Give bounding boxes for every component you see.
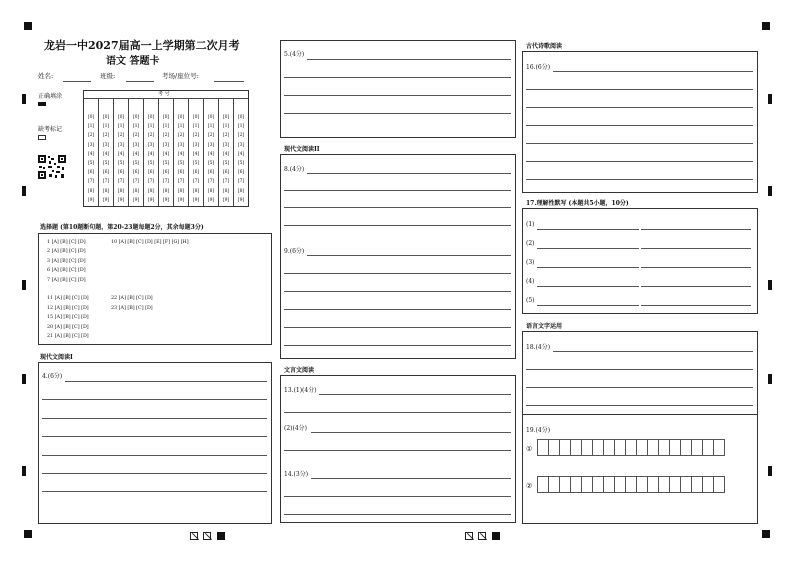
exam-digit-bubble[interactable]: [3] — [192, 142, 200, 148]
choice-row[interactable]: 20 [A] [B] [C] [D] — [47, 324, 89, 330]
exam-digit-bubble[interactable]: [4] — [177, 151, 185, 157]
choice-row[interactable] — [111, 247, 189, 256]
exam-digit-bubble[interactable]: [5] — [237, 161, 245, 167]
exam-digit-bubble[interactable]: [7] — [222, 179, 230, 185]
exam-digit-bubble[interactable]: [7] — [102, 179, 110, 185]
exam-digit-bubble[interactable]: [9] — [147, 197, 155, 203]
exam-digit-bubble[interactable]: [6] — [117, 170, 125, 176]
answer-line[interactable] — [526, 89, 753, 90]
answer-line[interactable] — [284, 327, 511, 328]
language-title: 语言文字运用 — [526, 323, 563, 330]
exam-digit-bubble[interactable]: [1] — [102, 124, 110, 130]
exam-digit-bubble[interactable]: [6] — [177, 170, 185, 176]
page-mark-solid — [492, 532, 500, 540]
choice-row[interactable]: 11 [A] [B] [C] [D] — [47, 296, 89, 302]
q17-box — [522, 208, 758, 314]
timing-mark — [22, 374, 26, 384]
exam-digit-bubble[interactable]: [8] — [207, 188, 215, 194]
choice-row[interactable]: 22 [A] [B] [C] [D] — [111, 296, 153, 302]
exam-digit-bubble[interactable]: [2] — [162, 133, 170, 139]
page-title: 龙岩一中2027届高一上学期第二次月考 — [44, 39, 240, 52]
exam-digit-bubble[interactable]: [0] — [132, 115, 140, 120]
exam-digit-bubble[interactable]: [1] — [222, 124, 230, 130]
exam-digit-bubble[interactable]: [6] — [207, 170, 215, 176]
exam-digit-bubble[interactable]: [7] — [87, 179, 95, 185]
answer-line[interactable] — [319, 394, 511, 395]
exam-digit-bubble[interactable]: [0] — [222, 115, 230, 120]
classical-box — [280, 375, 516, 523]
q13-label: 13.(1)(4分) — [284, 387, 317, 394]
answer-line[interactable] — [553, 351, 753, 352]
fill-example-mark — [38, 102, 46, 106]
exam-digit-bubble[interactable]: [0] — [237, 115, 245, 120]
answer-line[interactable] — [307, 173, 511, 174]
timing-mark — [22, 186, 26, 196]
timing-mark — [768, 186, 772, 196]
exam-digit-bubble[interactable]: [5] — [192, 161, 200, 167]
choice-row[interactable] — [111, 276, 189, 285]
exam-number-column[interactable] — [84, 99, 99, 206]
exam-digit-bubble[interactable]: [1] — [207, 124, 215, 130]
exam-digit-bubble[interactable]: [2] — [222, 133, 230, 139]
answer-line[interactable] — [641, 305, 751, 306]
answer-line[interactable] — [284, 496, 511, 497]
exam-digit-bubble[interactable]: [3] — [102, 142, 110, 148]
exam-digit-bubble[interactable]: [2] — [237, 133, 245, 139]
exam-digit-bubble[interactable]: [4] — [102, 151, 110, 157]
timing-mark — [768, 374, 772, 384]
exam-digit-bubble[interactable]: [8] — [192, 188, 200, 194]
q5-box — [280, 40, 516, 138]
exam-digit-bubble[interactable]: [8] — [132, 188, 140, 194]
timing-mark — [768, 466, 772, 476]
fill-example-label: 正确填涂 — [38, 93, 63, 100]
exam-digit-bubble[interactable]: [5] — [117, 161, 125, 167]
exam-digit-bubble[interactable]: [9] — [192, 197, 200, 203]
choice-row[interactable] — [111, 323, 189, 332]
timing-mark — [22, 280, 26, 290]
answer-line[interactable] — [284, 95, 511, 96]
exam-digit-bubble[interactable]: [5] — [102, 161, 110, 167]
answer-line[interactable] — [641, 267, 751, 268]
choice-row[interactable]: 2 [A] [B] [C] [D] — [47, 249, 86, 255]
answer-line[interactable] — [42, 418, 267, 419]
exam-digit-bubble[interactable]: [9] — [132, 197, 140, 203]
exam-digit-bubble[interactable]: [8] — [237, 188, 245, 194]
choice-row[interactable]: 1 [A] [B] [C] [D] — [47, 240, 86, 245]
modern1-box — [38, 362, 272, 524]
exam-digit-bubble[interactable]: [6] — [222, 170, 230, 176]
answer-line[interactable] — [42, 436, 267, 437]
answer-line[interactable] — [42, 455, 267, 456]
q17-item-label: (5) — [526, 297, 535, 304]
class-field[interactable] — [126, 81, 154, 82]
exam-digit-bubble[interactable]: [6] — [87, 170, 95, 176]
exam-digit-bubble[interactable]: [2] — [117, 133, 125, 139]
class-label: 班级: — [100, 72, 116, 80]
exam-digit-bubble[interactable]: [5] — [162, 161, 170, 167]
exam-digit-bubble[interactable]: [0] — [162, 115, 170, 120]
exam-number-column[interactable] — [129, 99, 144, 206]
answer-line[interactable] — [537, 229, 639, 230]
exam-digit-bubble[interactable]: [5] — [87, 161, 95, 167]
exam-digit-bubble[interactable]: [5] — [147, 161, 155, 167]
answer-line[interactable] — [284, 514, 511, 515]
exam-digit-bubble[interactable]: [5] — [132, 161, 140, 167]
exam-digit-bubble[interactable]: [9] — [87, 197, 95, 203]
q18-label: 18.(4分) — [526, 344, 551, 351]
answer-line[interactable] — [284, 190, 511, 191]
exam-digit-bubble[interactable]: [2] — [87, 133, 95, 139]
choice-box — [38, 233, 272, 345]
answer-line[interactable] — [284, 345, 511, 346]
answer-line[interactable] — [537, 267, 639, 268]
choice-row[interactable]: 23 [A] [B] [C] [D] — [111, 305, 153, 311]
answer-line[interactable] — [65, 381, 267, 382]
exam-number-header: 考 号 — [158, 91, 170, 97]
exam-number-column[interactable] — [204, 99, 219, 206]
choice-row[interactable] — [47, 285, 89, 294]
exam-digit-bubble[interactable]: [7] — [147, 179, 155, 185]
exam-digit-bubble[interactable]: [9] — [117, 197, 125, 203]
exam-digit-bubble[interactable]: [8] — [147, 188, 155, 194]
exam-digit-bubble[interactable]: [2] — [132, 133, 140, 139]
exam-digit-bubble[interactable]: [6] — [132, 170, 140, 176]
answer-line[interactable] — [526, 107, 753, 108]
answer-line[interactable] — [537, 286, 639, 287]
answer-line[interactable] — [526, 125, 753, 126]
absent-checkbox[interactable] — [38, 135, 46, 140]
choice-row[interactable] — [111, 266, 189, 275]
exam-digit-bubble[interactable]: [4] — [222, 151, 230, 157]
answer-line[interactable] — [307, 59, 511, 60]
choice-row[interactable]: 21 [A] [B] [C] [D] — [47, 333, 89, 339]
exam-digit-bubble[interactable]: [8] — [177, 188, 185, 194]
answer-line[interactable] — [42, 491, 267, 492]
choice-row[interactable]: 15 [A] [B] [C] [D] — [47, 315, 89, 321]
answer-line[interactable] — [284, 309, 511, 310]
exam-digit-bubble[interactable]: [0] — [87, 115, 95, 120]
exam-digit-bubble[interactable]: [7] — [162, 179, 170, 185]
exam-digit-bubble[interactable]: [8] — [162, 188, 170, 194]
language-box — [522, 331, 758, 524]
exam-digit-bubble[interactable]: [6] — [237, 170, 245, 176]
exam-digit-bubble[interactable]: [7] — [132, 179, 140, 185]
q4-label: 4.(6分) — [42, 373, 63, 380]
exam-digit-bubble[interactable]: [8] — [117, 188, 125, 194]
answer-line[interactable] — [526, 161, 753, 162]
choice-row[interactable]: 6 [A] [B] [C] [D] — [47, 268, 86, 274]
exam-digit-bubble[interactable]: [4] — [147, 151, 155, 157]
answer-line[interactable] — [307, 255, 511, 256]
exam-digit-bubble[interactable]: [0] — [192, 115, 200, 120]
q9-label: 9.(6分) — [284, 248, 305, 255]
exam-digit-bubble[interactable]: [4] — [207, 151, 215, 157]
exam-digit-bubble[interactable]: [0] — [207, 115, 215, 120]
answer-line[interactable] — [284, 412, 511, 413]
answer-line[interactable] — [284, 273, 511, 274]
choice-row[interactable]: 12 [A] [B] [C] [D] — [47, 305, 89, 311]
exam-digit-bubble[interactable]: [4] — [117, 151, 125, 157]
corner-mark-br — [762, 530, 770, 538]
exam-digit-bubble[interactable]: [6] — [102, 170, 110, 176]
exam-digit-bubble[interactable]: [5] — [177, 161, 185, 167]
exam-number-column[interactable] — [234, 99, 248, 206]
exam-digit-bubble[interactable]: [1] — [147, 124, 155, 130]
modern2-box — [280, 154, 516, 359]
exam-digit-bubble[interactable]: [6] — [162, 170, 170, 176]
exam-digit-bubble[interactable]: [9] — [177, 197, 185, 203]
exam-digit-bubble[interactable]: [7] — [237, 179, 245, 185]
exam-digit-bubble[interactable]: [1] — [87, 124, 95, 130]
exam-digit-bubble[interactable]: [9] — [207, 197, 215, 203]
exam-number-column[interactable] — [159, 99, 174, 206]
answer-line[interactable] — [284, 113, 511, 114]
classical-title: 文言文阅读 — [284, 367, 315, 374]
exam-digit-bubble[interactable]: [6] — [192, 170, 200, 176]
corner-mark-bl — [24, 530, 32, 538]
q5-label: 5.(4分) — [284, 51, 305, 58]
exam-digit-bubble[interactable]: [7] — [192, 179, 200, 185]
exam-digit-bubble[interactable]: [3] — [117, 142, 125, 148]
exam-number-grid — [83, 90, 249, 207]
q19-label: 19.(4分) — [526, 427, 551, 434]
answer-line[interactable] — [641, 248, 751, 249]
answer-square[interactable] — [713, 476, 725, 493]
page-mark-icon — [190, 532, 198, 540]
choice-row[interactable]: 10 [A] [B] [C] [D] [E] [F] [G] [H] — [111, 240, 189, 245]
exam-digit-bubble[interactable]: [1] — [192, 124, 200, 130]
exam-digit-bubble[interactable]: [1] — [177, 124, 185, 130]
corner-mark-tl — [24, 22, 32, 30]
exam-digit-bubble[interactable]: [8] — [102, 188, 110, 194]
modern2-title: 现代文阅读II — [284, 146, 320, 153]
timing-mark — [22, 94, 26, 104]
exam-digit-bubble[interactable]: [2] — [207, 133, 215, 139]
exam-digit-bubble[interactable]: [1] — [117, 124, 125, 130]
qr-code-icon — [37, 154, 67, 180]
answer-line[interactable] — [42, 399, 267, 400]
poetry-box — [522, 51, 758, 193]
exam-digit-bubble[interactable]: [9] — [102, 197, 110, 203]
q17-item-label: (1) — [526, 221, 535, 228]
exam-digit-bubble[interactable]: [1] — [237, 124, 245, 130]
answer-line[interactable] — [526, 405, 753, 406]
q16-label: 16.(6分) — [526, 64, 551, 71]
answer-line[interactable] — [284, 291, 511, 292]
page-mark-solid — [217, 532, 225, 540]
page-subtitle: 语文 答题卡 — [106, 56, 160, 67]
answer-line[interactable] — [311, 432, 511, 433]
q14-label: 14.(3分) — [284, 471, 309, 478]
exam-digit-bubble[interactable]: [4] — [87, 151, 95, 157]
timing-mark — [768, 94, 772, 104]
choice-row[interactable]: 3 [A] [B] [C] [D] — [47, 258, 86, 264]
exam-digit-bubble[interactable]: [1] — [162, 124, 170, 130]
exam-digit-bubble[interactable]: [3] — [237, 142, 245, 148]
page-mark-icon — [465, 532, 473, 540]
corner-mark-tr — [762, 22, 770, 30]
choice-col-2 — [111, 238, 189, 341]
answer-line[interactable] — [641, 286, 751, 287]
answer-square[interactable] — [713, 439, 725, 456]
q19-grid-1[interactable] — [537, 439, 724, 456]
exam-number-column[interactable] — [189, 99, 204, 206]
exam-number-column[interactable] — [219, 99, 234, 206]
answer-line[interactable] — [553, 71, 753, 72]
choice-row[interactable] — [111, 285, 189, 294]
exam-digit-bubble[interactable]: [7] — [207, 179, 215, 185]
exam-digit-bubble[interactable]: [9] — [237, 197, 245, 203]
room-field[interactable] — [214, 81, 244, 82]
poetry-title: 古代诗歌阅读 — [526, 43, 563, 50]
exam-number-column[interactable] — [114, 99, 129, 206]
answer-line[interactable] — [537, 248, 639, 249]
q17-item-label: (2) — [526, 240, 535, 247]
exam-digit-bubble[interactable]: [3] — [87, 142, 95, 148]
q19-item-2-label: ② — [526, 482, 533, 490]
exam-digit-bubble[interactable]: [3] — [207, 142, 215, 148]
q19-grid-2[interactable] — [537, 476, 724, 493]
exam-digit-bubble[interactable]: [3] — [177, 142, 185, 148]
page-mark-icon — [203, 532, 211, 540]
answer-line[interactable] — [284, 225, 511, 226]
answer-line[interactable] — [311, 478, 511, 479]
answer-line[interactable] — [526, 387, 753, 388]
exam-digit-bubble[interactable]: [2] — [147, 133, 155, 139]
exam-digit-bubble[interactable]: [7] — [177, 179, 185, 185]
page-mark-icon — [478, 532, 486, 540]
exam-digit-bubble[interactable]: [7] — [117, 179, 125, 185]
exam-digit-bubble[interactable]: [2] — [102, 133, 110, 139]
exam-digit-bubble[interactable]: [5] — [207, 161, 215, 167]
exam-digit-bubble[interactable]: [8] — [222, 188, 230, 194]
exam-digit-bubble[interactable]: [0] — [147, 115, 155, 120]
exam-digit-bubble[interactable]: [3] — [147, 142, 155, 148]
answer-line[interactable] — [537, 305, 639, 306]
choice-row[interactable] — [111, 257, 189, 266]
name-label: 姓名: — [38, 72, 54, 80]
exam-digit-bubble[interactable]: [5] — [222, 161, 230, 167]
answer-line[interactable] — [641, 229, 751, 230]
choice-section-title: 选择题 (第10题断句题，第20-23题每题2分，其余每题3分) — [40, 224, 204, 231]
exam-number-column[interactable] — [99, 99, 114, 206]
choice-row[interactable] — [111, 313, 189, 322]
name-field[interactable] — [63, 81, 91, 82]
exam-number-column[interactable] — [174, 99, 189, 206]
exam-digit-bubble[interactable]: [8] — [87, 188, 95, 194]
answer-line[interactable] — [284, 77, 511, 78]
choice-row[interactable]: 7 [A] [B] [C] [D] — [47, 277, 86, 283]
exam-digit-bubble[interactable]: [0] — [177, 115, 185, 120]
exam-digit-bubble[interactable]: [0] — [117, 115, 125, 120]
timing-mark — [768, 280, 772, 290]
choice-col-1 — [47, 238, 89, 341]
exam-digit-bubble[interactable]: [3] — [162, 142, 170, 148]
answer-line[interactable] — [526, 369, 753, 370]
exam-digit-bubble[interactable]: [4] — [162, 151, 170, 157]
exam-digit-bubble[interactable]: [0] — [102, 115, 110, 120]
q17-item-label: (3) — [526, 259, 535, 266]
q13b-label: (2)(4分) — [284, 425, 307, 432]
q17-item-label: (4) — [526, 278, 535, 285]
answer-line[interactable] — [526, 179, 753, 180]
answer-line[interactable] — [526, 143, 753, 144]
timing-mark — [22, 466, 26, 476]
exam-digit-bubble[interactable]: [6] — [147, 170, 155, 176]
q17-title: 17.理解性默写 (本题共5小题，10分) — [526, 200, 629, 207]
exam-digit-bubble[interactable]: [4] — [192, 151, 200, 157]
exam-digit-bubble[interactable]: [3] — [132, 142, 140, 148]
exam-digit-bubble[interactable]: [2] — [192, 133, 200, 139]
exam-digit-bubble[interactable]: [9] — [222, 197, 230, 203]
exam-digit-bubble[interactable]: [9] — [162, 197, 170, 203]
exam-digit-bubble[interactable]: [4] — [237, 151, 245, 157]
q8-label: 8.(4分) — [284, 166, 305, 173]
q19-item-1-label: ① — [526, 445, 533, 453]
absent-label: 缺考标记 — [38, 126, 63, 133]
exam-digit-bubble[interactable]: [2] — [177, 133, 185, 139]
choice-row[interactable] — [111, 332, 189, 341]
answer-line[interactable] — [284, 207, 511, 208]
answer-line[interactable] — [284, 450, 511, 451]
exam-number-column[interactable] — [144, 99, 159, 206]
exam-digit-bubble[interactable]: [3] — [222, 142, 230, 148]
exam-digit-bubble[interactable]: [1] — [132, 124, 140, 130]
exam-digit-bubble[interactable]: [4] — [132, 151, 140, 157]
modern1-title: 现代文阅读I — [40, 354, 73, 361]
room-label: 考场/座位号: — [162, 72, 199, 80]
answer-line[interactable] — [42, 473, 267, 474]
